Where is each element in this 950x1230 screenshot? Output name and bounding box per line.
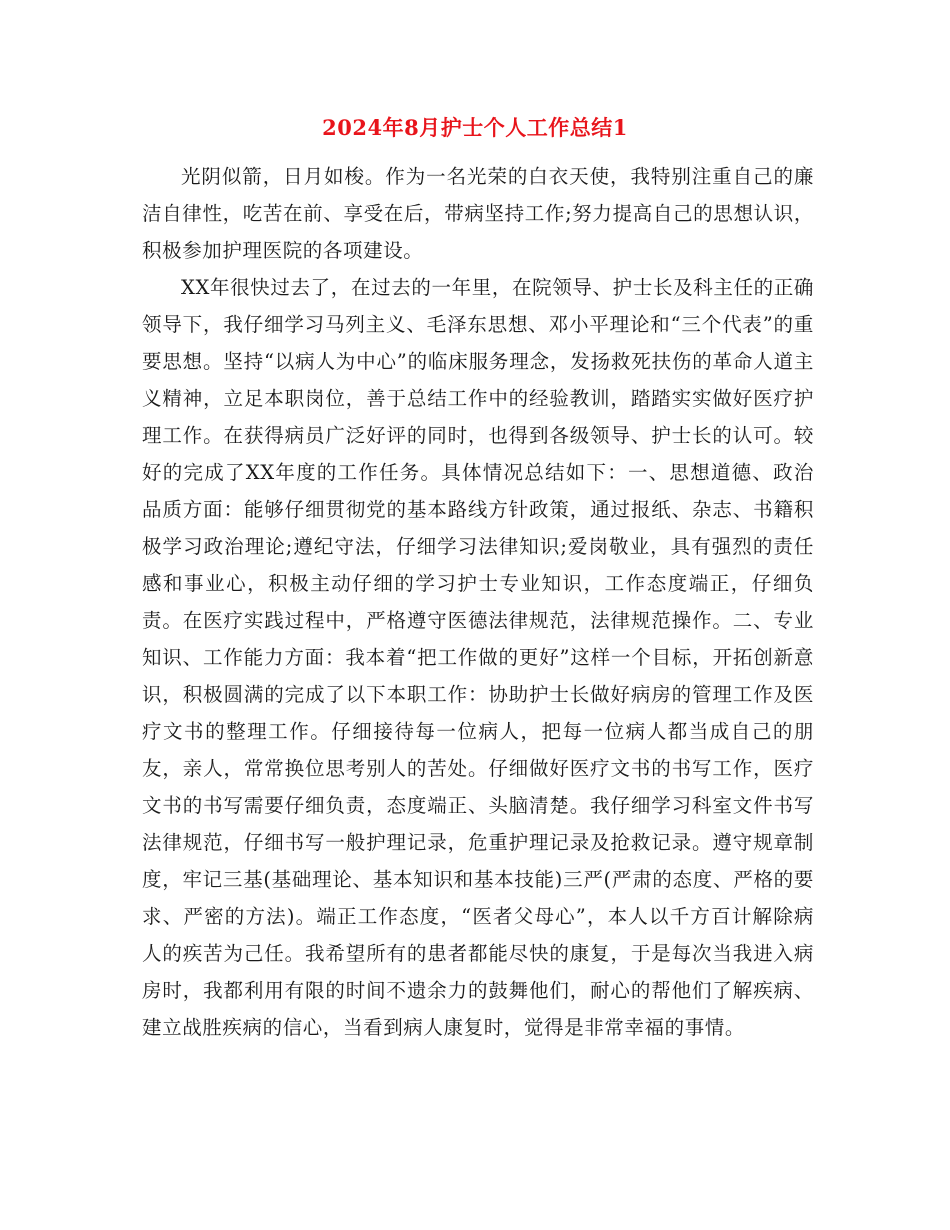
document-body (142, 158, 814, 1046)
document-title: 2024年8月护士个人工作总结1 (322, 115, 628, 140)
paragraph-intro: 光阴似箭，日月如梭。作为一名光荣的白衣天使，我特别注重自己的廉洁自律性，吃苦在前、享受在后，带病坚持工作;努力提高自己的思想认识，积极参加护理医院的各项建设。 (142, 165, 814, 262)
paragraph-summary: XX年很快过去了，在过去的一年里，在院领导、护士长及科主任的正确领导下，我仔细学习马列主义、毛泽东思想、邓小平理论和“三个代表”的重要思想。坚持“以病人为中心”的临床服务理念，发扬救死扶伤的革命人道主义精神，立足本职岗位，善于总结工作中的经验教训，踏踏实实做好医疗护理工作。在获得病员广泛好评的同时，也得到各级领导、护士长的认可。较好的完成了XX年度的工作任务。具体情况总结如下：一、思想道德、政治品质方面：能够仔细贯彻党的基本路线方针政策，通过报纸、杂志、书籍积极学习政治理论;遵纪守法，仔细学习法律知识;爱岗敬业，具有强烈的责任感和事业心，积极主动仔细的学习护士专业知识，工作态度端正，仔细负责。在医疗实践过程中，严格遵守医德法律规范，法律规范操作。二、专业知识、工作能力方面：我本着“把工作做的更好”这样一个目标，开拓创新意识，积极圆满的完成了以下本职工作：协助护士长做好病房的管理工作及医疗文书的整理工作。仔细接待每一位病人，把每一位病人都当成自己的朋友，亲人，常常换位思考别人的苦处。仔细做好医疗文书的书写工作，医疗文书的书写需要仔细负责，态度端正、头脑清楚。我仔细学习科室文件书写法律规范，仔细书写一般护理记录，危重护理记录及抢救记录。遵守规章制度，牢记三基(基础理论、基本知识和基本技能)三严(严肃的态度、严格的要求、严密的方法)。端正工作态度，“医者父母心”，本人以千方百计解除病人的疾苦为己任。我希望所有的患者都能尽快的康复，于是每次当我进入病房时，我都利用有限的时间不遗余力的鼓舞他们，耐心的帮他们了解疾病、建立战胜疾病的信心，当看到病人康复时，觉得是非常幸福的事情。 (142, 276, 814, 1039)
